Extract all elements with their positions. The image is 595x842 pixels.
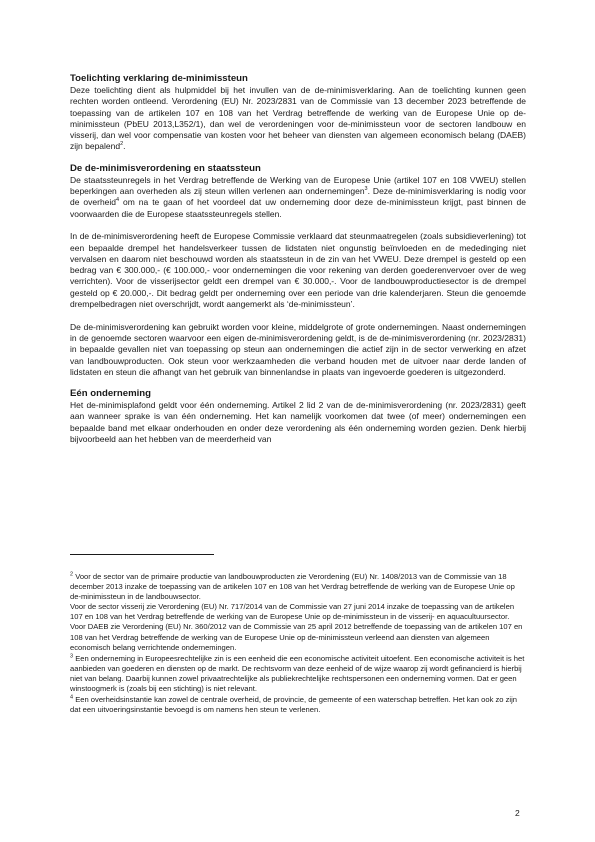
footnote-2-visserij: Voor de sector visserij zie Verordening (EU) Nr. 717/2014 van de Commissie van 27 juni 2014 inzake de toepassing van de artikelen 107 en 108 van het Verdrag betreffende de werking van de Europese Unie op de-minimissteun in de visserij- en aquacultuursector.	[70, 602, 515, 622]
paragraph-een-onderneming: Het de-minimisplafond geldt voor één onderneming. Artikel 2 lid 2 van de de-minimisverordening (nr. 2023/2831) geeft aan wanneer sprake is van één onderneming. Het kan namelijk voorkomen dat twee (of meer) ondernemingen een bepaalde band met elkaar onderhouden en onder deze verordening als één onderneming worden gezien. Denk hierbij bijvoorbeeld aan het hebben van de meerderheid van	[70, 400, 526, 445]
section-heading-een-onderneming: Eén onderneming	[70, 388, 152, 400]
footnote-2	[70, 572, 526, 653]
footnote-2-daeb: Voor DAEB zie Verordening (EU) Nr. 360/2012 van de Commissie van 25 april 2012 betreffende de toepassing van de artikelen 107 en 108 van het Verdrag betreffende de werking van de Europese Unie op de-minimissteun verleend aan diensten van algemeen economisch belang verrichtende ondernemingen.	[70, 622, 523, 652]
section-heading-staatssteun: De de-minimisverordening en staatssteun	[70, 162, 261, 174]
paragraph-drempel: In de de-minimisverordening heeft de Europese Commissie verklaard dat steunmaatregelen (zoals subsidieverlening) tot een bepaalde drempel het handelsverkeer tussen de lidstaten niet ongunstig beïnvloeden en de mededinging niet vervalsen en daarom niet beschouwd worden als staatssteun in de zin van het VWEU. Deze drempel is gesteld op een bedrag van € 300.000,- (€ 100.000,- voor ondernemingen die voor rekening van derden goederenvervoer over de weg verrichten). Voor de visserijsector geldt een drempel van € 30.000,-. Voor de landbouwproductiesector is de drempel gesteld op € 20.000,-. Dit bedrag geldt per onderneming over een periode van drie kalenderjaren. Steun die genoemde drempelbedragen niet overschrijdt, wordt aangemerkt als ‘de-minimissteun’.	[70, 231, 526, 310]
paragraph-intro: Deze toelichting dient als hulpmiddel bij het invullen van de de-minimisverklaring. Aan de toelichting kunnen geen rechten worden ontleend. Verordening (EU) Nr. 2023/2831 van de Commissie van 13 december 2023 betreffende de toepassing van de artikelen 107 en 108 van het Verdrag betreffende de werking van de Europese Unie op de-minimissteun (PbEU 2013,L352/1), dan wel de verordeningen voor de-minimissteun voor de sectoren landbouw en visserij, dan wel voor compensatie van kosten voor het beheer van diensten van algemeen economisch belang (DAEB) zijn bepalend$^2$.	[70, 85, 526, 152]
footnotes	[70, 572, 526, 716]
section-heading-toelichting: Toelichting verklaring de-minimissteun	[70, 73, 248, 84]
footnote-2-landbouw: $^2$ Voor de sector van de primaire productie van landbouwproducten zie Verordening (EU) Nr. 1408/2013 van de Commissie van 18 december 2013 inzake de toepassing van de artikelen 107 en 108 van het Verdrag betreffende de werking van de Europese Unie op de-minimissteun in de landbouwsector.	[70, 571, 515, 602]
footnote-ref-2[interactable]: 2	[120, 141, 124, 148]
footnote-ref-4[interactable]: 4	[116, 197, 120, 204]
footnote-3: $^3$ Een onderneming in Europeesrechtelijke zin is een eenheid die een economische activiteit uitoefent. Een economische activiteit is het aanbieden van goederen en diensten op de markt. De rechtsvorm van deze eenheid of de wijze waarop zij wordt gefinancierd is hierbij niet van belang. Daarbij kunnen zowel privaatrechtelijke als publiekrechtelijke rechtspersonen een onderneming vormen. Dat er geen winstoogmerk is (zoals bij een stichting) is niet relevant.	[70, 653, 525, 694]
footnote-separator	[70, 554, 214, 555]
main-content	[70, 72, 526, 445]
paragraph-ondernemingen: De de-minimisverordening kan gebruikt worden voor kleine, middelgrote of grote ondernemingen. Naast ondernemingen in de genoemde sectoren waarvoor een eigen de-minimisverordening geldt, is de de-minimisverordening (nr. 2023/2831) in bepaalde gevallen niet van toepassing op steun aan ondernemingen die actief zijn in de sector verwerking en afzet van landbouwproducten. Ook steun voor werkzaamheden die verband houden met de uitvoer naar derde landen of lidstaten en steun die afhangt van het gebruik van binnenlandse in plaats van ingevoerde goederen is uitgezonderd.	[70, 321, 526, 377]
paragraph-staatssteunregels: De staatssteunregels in het Verdrag betreffende de Werking van de Europese Unie (artikel 107 en 108 VWEU) stellen beperkingen aan overheden als zij steun willen verlenen aan ondernemingen$^3$. Deze de-minimisverklaring is nodig voor de overheid$^4$ om na te gaan of het voordeel dat uw onderneming door deze de-minimissteun krijgt, past binnen de voorwaarden die de Europese staatssteunregels stellen.	[70, 174, 526, 219]
footnote-4: $^4$ Een overheidsinstantie kan zowel de centrale overheid, de provincie, de gemeente of een waterschap betreffen. Het kan ook zo zijn dat een uitvoeringsinstantie bevoegd is om namens hen steun te verlenen.	[70, 694, 518, 715]
footnote-ref-3[interactable]: 3	[364, 186, 368, 193]
page-number: 2	[515, 808, 520, 818]
